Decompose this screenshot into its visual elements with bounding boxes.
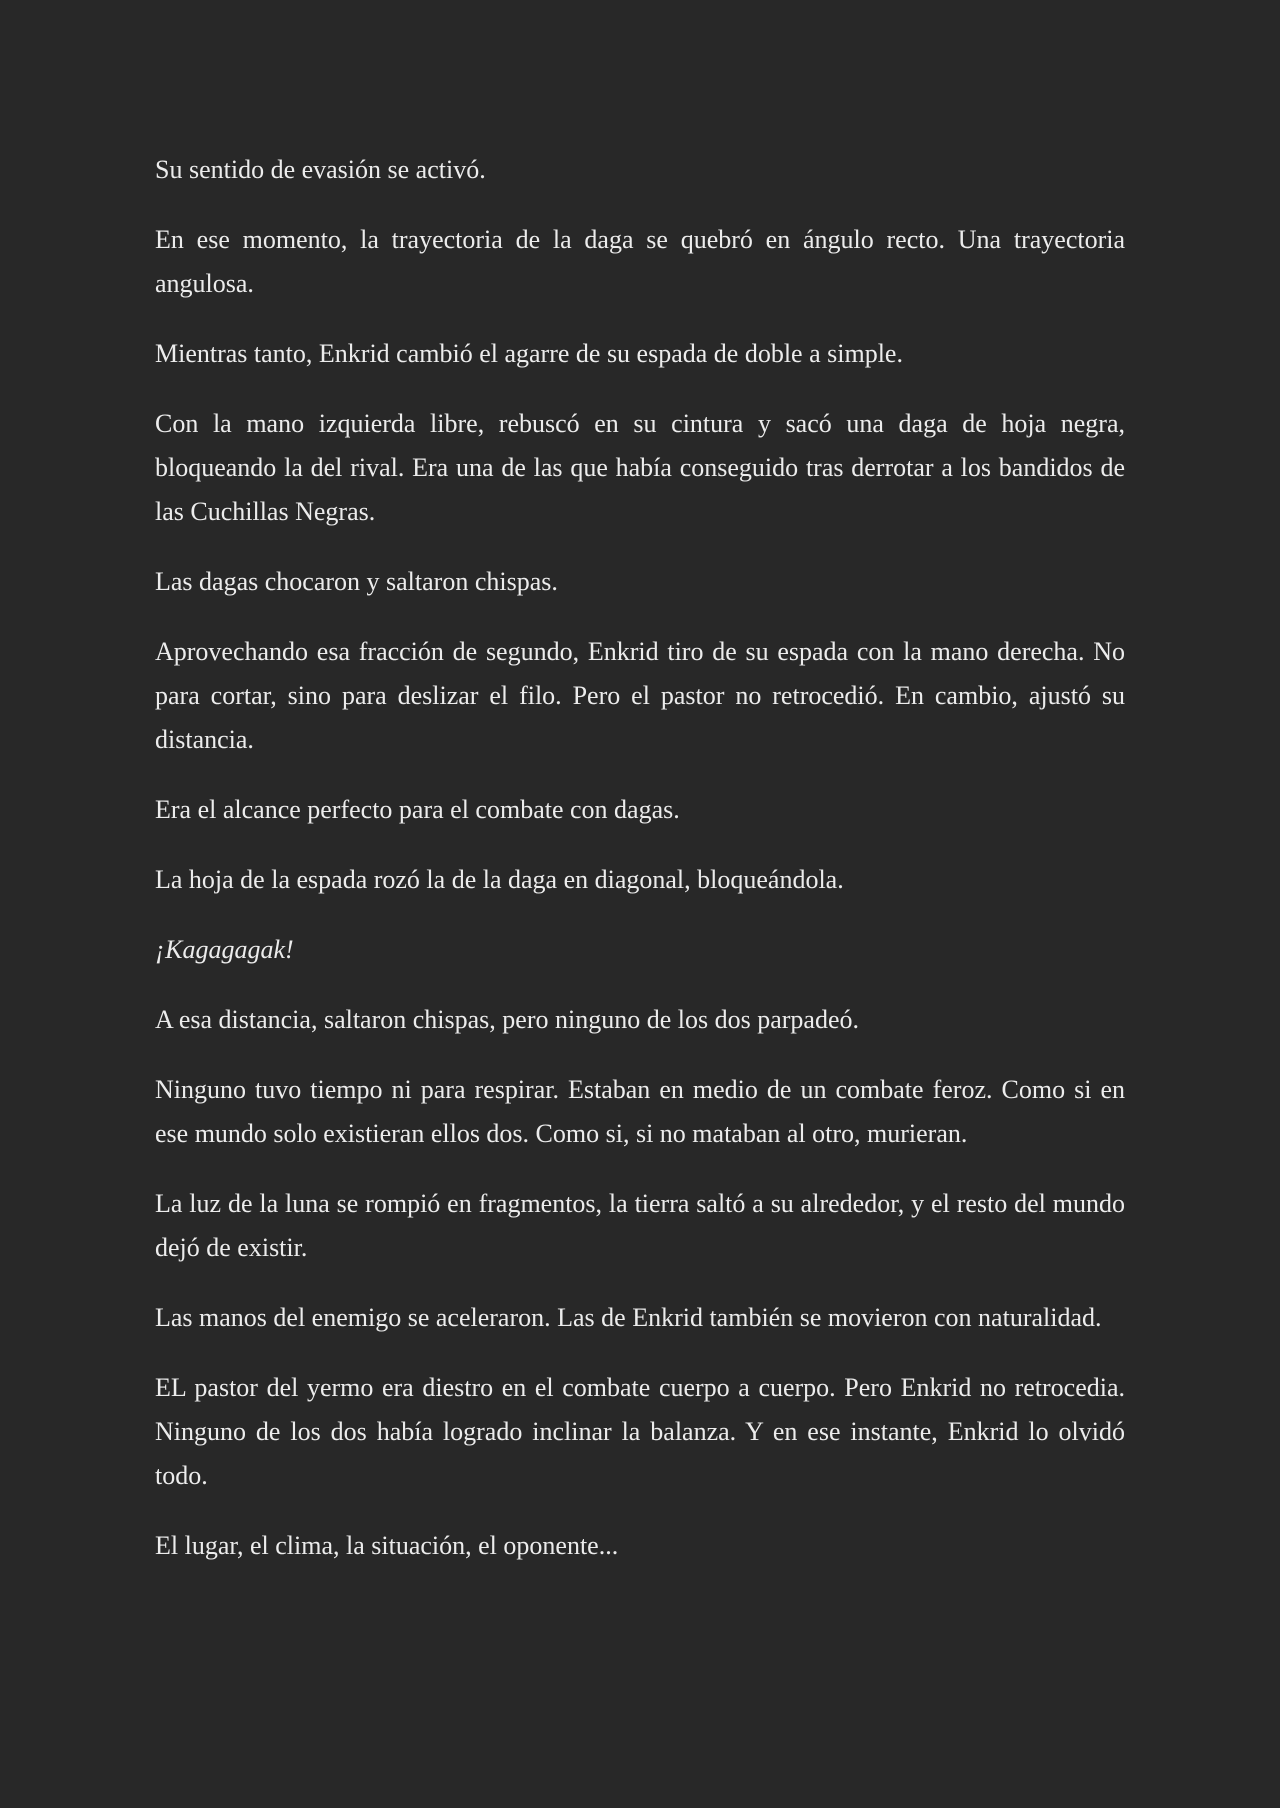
paragraph: Las dagas chocaron y saltaron chispas. bbox=[155, 567, 558, 596]
paragraph: En ese momento, la trayectoria de la daga se quebró en ángulo recto. Una trayectoria angulosa. bbox=[155, 225, 1125, 298]
paragraph: La hoja de la espada rozó la de la daga en diagonal, bloqueándola. bbox=[155, 865, 844, 894]
paragraph: Era el alcance perfecto para el combate con dagas. bbox=[155, 795, 680, 824]
paragraph: Las manos del enemigo se aceleraron. Las de Enkrid también se movieron con naturalidad. bbox=[155, 1303, 1102, 1332]
paragraph: Mientras tanto, Enkrid cambió el agarre de su espada de doble a simple. bbox=[155, 339, 903, 368]
paragraph: EL pastor del yermo era diestro en el combate cuerpo a cuerpo. Pero Enkrid no retrocedia. Ninguno de los dos había logrado inclinar la balanza. Y en ese instante, Enkrid lo olvidó todo. bbox=[155, 1373, 1125, 1490]
paragraph: El lugar, el clima, la situación, el oponente... bbox=[155, 1531, 619, 1560]
paragraph: Su sentido de evasión se activó. bbox=[155, 155, 486, 184]
paragraph: Con la mano izquierda libre, rebuscó en su cintura y sacó una daga de hoja negra, bloqueando la del rival. Era una de las que había conseguido tras derrotar a los bandidos de las Cuchillas Negras. bbox=[155, 409, 1125, 526]
paragraph: La luz de la luna se rompió en fragmentos, la tierra saltó a su alrededor, y el resto del mundo dejó de existir. bbox=[155, 1189, 1125, 1262]
paragraph: A esa distancia, saltaron chispas, pero ninguno de los dos parpadeó. bbox=[155, 1005, 859, 1034]
paragraph: Ninguno tuvo tiempo ni para respirar. Estaban en medio de un combate feroz. Como si en ese mundo solo existieran ellos dos. Como si, si no mataban al otro, murieran. bbox=[155, 1075, 1125, 1148]
paragraph-italic-sound-effect: ¡Kagagagak! bbox=[155, 935, 294, 964]
paragraph: Aprovechando esa fracción de segundo, Enkrid tiro de su espada con la mano derecha. No para cortar, sino para deslizar el filo. Pero el pastor no retrocedió. En cambio, ajustó su distancia. bbox=[155, 637, 1125, 754]
